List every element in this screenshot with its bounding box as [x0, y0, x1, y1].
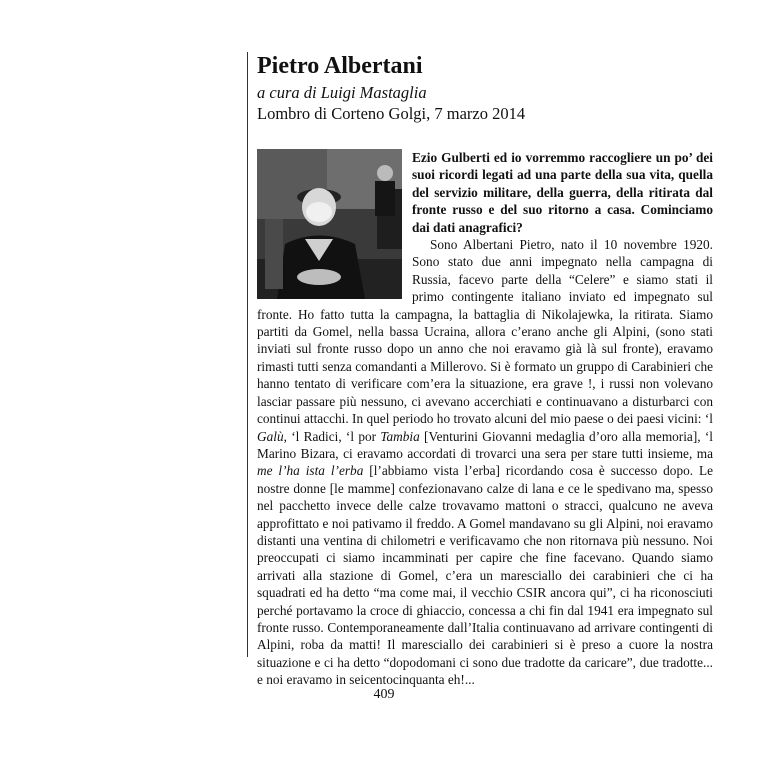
interview-answer — [257, 236, 713, 689]
answer-italic-erba: me l’ha ista l’erba — [257, 463, 364, 479]
answer-italic-tambia: Tambia — [380, 428, 420, 444]
answer-text-4: [l’abbiamo vista l’erba] ricordando cosa è successo dopo. Le nostre donne [le mamme] confezionavano calze di lana e ce le spedivano ma, spesso nel pacchetto invece delle calze trovavamo mattoni o stracci, qualcuno ne aveva approfittato e noi pativamo il freddo. A Gomel mandavano su gli Alpini, noi eravamo distanti una ventina di chilometri e verificavamo che non ritornava più nessuno. Noi preoccupati ci siamo incamminati per capire che fine facevano. Quando siamo arrivati alla stazione di Gomel, c’era un maresciallo dei carabinieri che ci ha squadrati ed ha detto “ma come mai, il vecchio CSIR ancora qui”, ci ha riconosciuti perché portavamo la croce di ghiaccio, concessa a chi fin dal 1941 era impegnato sul fronte russo. Contemporaneamente dall’Italia continuavano ad arrivare contingenti di Alpini, roba da matti! Il maresciallo dei carabinieri si è preso a cuore la nostra situazione e ci ha detto “dopodomani ci sono due tradotte da caricare”, due tradotte... e noi eravamo in seicentocinquanta eh!... — [257, 463, 713, 688]
photo-spacer — [257, 149, 402, 299]
article-header — [257, 52, 727, 124]
editor-credit: a cura di Luigi Mastaglia — [257, 83, 427, 102]
page-number: 409 — [373, 687, 395, 702]
place-date: Lombro di Corteno Golgi, 7 marzo 2014 — [257, 104, 526, 123]
interview-text — [257, 149, 713, 689]
interview-question: Ezio Gulberti ed io vorremmo raccogliere un po’ dei suoi ricordi legati ad una parte della sua vita, quella del servizio militare, della guerra, della ritirata dal fronte russo e del suo ritorno a casa. Cominciamo dai dati anagrafici? — [412, 150, 713, 235]
answer-text-1: Sono Albertani Pietro, nato il 10 novembre 1920. Sono stato due anni impegnato nella campagna di Russia, facevo parte della “Celere” e siamo stati il primo contingente italiano inviato ed impegnato sul fronte. Ho fatto tutta la campagna, la battaglia di Nikolajewka, la ritirata. Siamo partiti da Gomel, nella bassa Ucraina, allora c’erano anche gli Alpini, (sono stati inviati sul fronte russo dopo un anno che noi eravamo già là sul fronte), eravamo rimasti tutti senza comandanti a Millerovo. Si è formato un gruppo di Carabinieri che hanno tentato di verificare com’era la situazione, era grave !, i russi non volevano lasciar passare più nessuno, ci avevano accerchiati e continuavano a disturbarci con continui attacchi. In quel periodo ho trovato alcuni del mio paese o dei paesi vicini: ‘l — [257, 237, 713, 427]
answer-text-3: [Venturini Giovanni medaglia d’oro alla memoria], ‘l Marino Bizara, ci eravamo accordati di trovarci una sera per stare tutti insieme, ma — [257, 428, 713, 461]
article-title: Pietro Albertani — [257, 53, 423, 79]
margin-rule — [247, 52, 248, 657]
answer-text-2: , ‘l Radici, ‘l por — [283, 428, 381, 444]
answer-italic-galu: Galù — [257, 428, 284, 444]
